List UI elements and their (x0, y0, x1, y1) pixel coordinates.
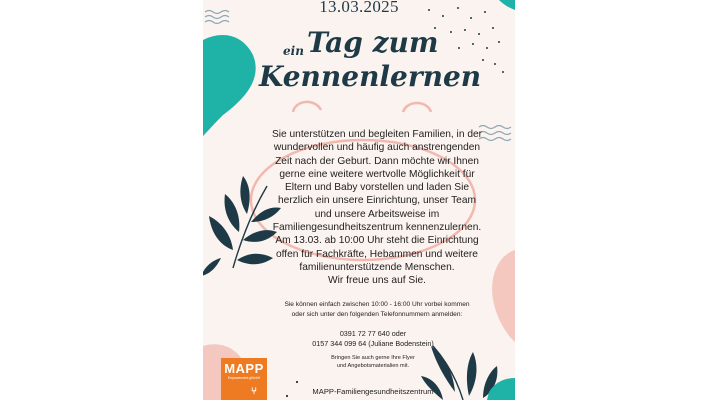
flyer (203, 0, 515, 400)
body-line: Zeit nach der Geburt. Dann möchte wir Ihnen (275, 155, 479, 167)
info-line: oder sich unter den folgenden Telefonnummern anmelden: (291, 311, 463, 318)
note-line: Bringen Sie auch gerne Ihre Flyer (331, 355, 415, 361)
family-icon: ⑂ (251, 386, 257, 397)
note-line: und Angebotsmaterialien mit. (336, 363, 410, 369)
body-line: offen für Fachkräfte, Hebammen und weitere (276, 248, 478, 260)
body-line: familienunterstützende Menschen. (299, 261, 455, 273)
logo-subtext: Empowerment gGmbH (227, 376, 261, 380)
body-line: herzlich ein unsere Einrichtung, unser Team (277, 195, 476, 207)
title-line-1: Tag zum (307, 26, 439, 59)
body-line: und unsere Arbeitsweise im (314, 208, 440, 220)
body-line: Wir freue uns auf Sie. (328, 275, 426, 287)
body-line: Sie unterstützen und begleiten Familien, in der (271, 129, 483, 140)
center-name: MAPP-Familiengesundheitszentrum (312, 387, 434, 396)
logo-text: MAPP (224, 361, 264, 376)
info-line: Sie können einfach zwischen 10:00 - 16:00 Uhr vorbei kommen (284, 301, 470, 308)
title-line-2: Kennenlernen (259, 60, 482, 93)
phone-line: 0157 344 099 64 (Juliane Bodenstein) (312, 339, 434, 348)
phone-line: 0391 72 77 640 oder (339, 329, 407, 338)
phone-numbers (263, 329, 483, 349)
body-line: gerne eine weitere wertvolle Möglichkeit für (279, 168, 475, 180)
event-date: 13.03.2025 (319, 0, 399, 16)
body-line: wundervollen und häufig auch anstrengenden (273, 142, 481, 154)
body-line: Am 13.03. ab 10:00 Uhr steht die Einrichtung (275, 235, 479, 247)
mapp-logo (221, 358, 267, 400)
registration-info (253, 300, 501, 320)
title-prefix: ein (283, 44, 304, 58)
body-line: Eltern und Baby vorstellen und laden Sie (284, 182, 470, 194)
materials-note (283, 354, 463, 370)
teal-blob-shape (203, 35, 256, 136)
invitation-text (257, 128, 497, 288)
body-line: Familiengesundheitszentrum kennenzulernen. (272, 222, 482, 234)
